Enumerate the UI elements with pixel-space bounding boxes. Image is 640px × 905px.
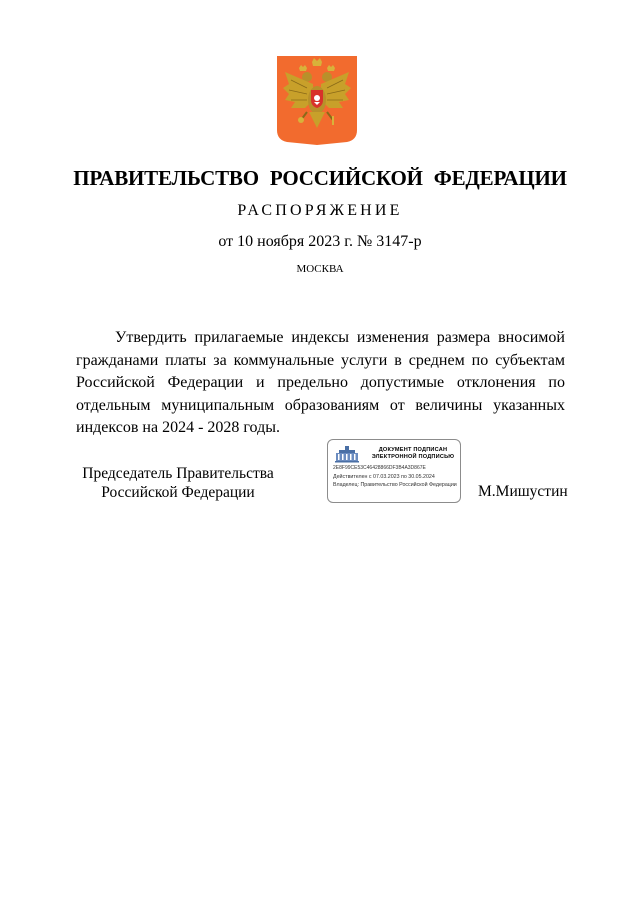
signer-position (78, 464, 278, 502)
document-type: РАСПОРЯЖЕНИЕ (237, 202, 403, 219)
signer-name: М.Мишустин (478, 483, 568, 500)
coat-of-arms-icon (277, 56, 357, 145)
signer-position-line2: Российской Федерации (101, 484, 255, 501)
government-building-icon (334, 445, 360, 463)
stamp-heading-line1: ДОКУМЕНТ ПОДПИСАН (378, 447, 448, 453)
signer-position-line1: Председатель Правительства (82, 465, 274, 482)
certificate-serial: 2E8F99CE53C46428866DF3B4A3D867E (333, 465, 426, 471)
issuer-heading: ПРАВИТЕЛЬСТВО РОССИЙСКОЙ ФЕДЕРАЦИИ (73, 166, 567, 190)
digital-signature-stamp (327, 439, 461, 503)
issue-city: МОСКВА (296, 263, 344, 275)
order-paragraph: Утвердить прилагаемые индексы изменения размера вносимой гражданами платы за коммунальные услуги в среднем по субъектам Российской Федерации и предельно допустимые отклонения по отдельным муниципальным образованиям от величины указанных индексов на 2024 - 2028 годы. (76, 329, 565, 437)
certificate-validity: Действителен с 07.03.2023 по 30.05.2024 (333, 474, 435, 480)
certificate-owner: Владелец: Правительство Российской Федерации (333, 482, 457, 488)
stamp-heading-line2: ЭЛЕКТРОННОЙ ПОДПИСЬЮ (371, 454, 455, 460)
stamp-heading (368, 447, 458, 461)
date-number-line: от 10 ноября 2023 г. № 3147-р (218, 233, 422, 250)
